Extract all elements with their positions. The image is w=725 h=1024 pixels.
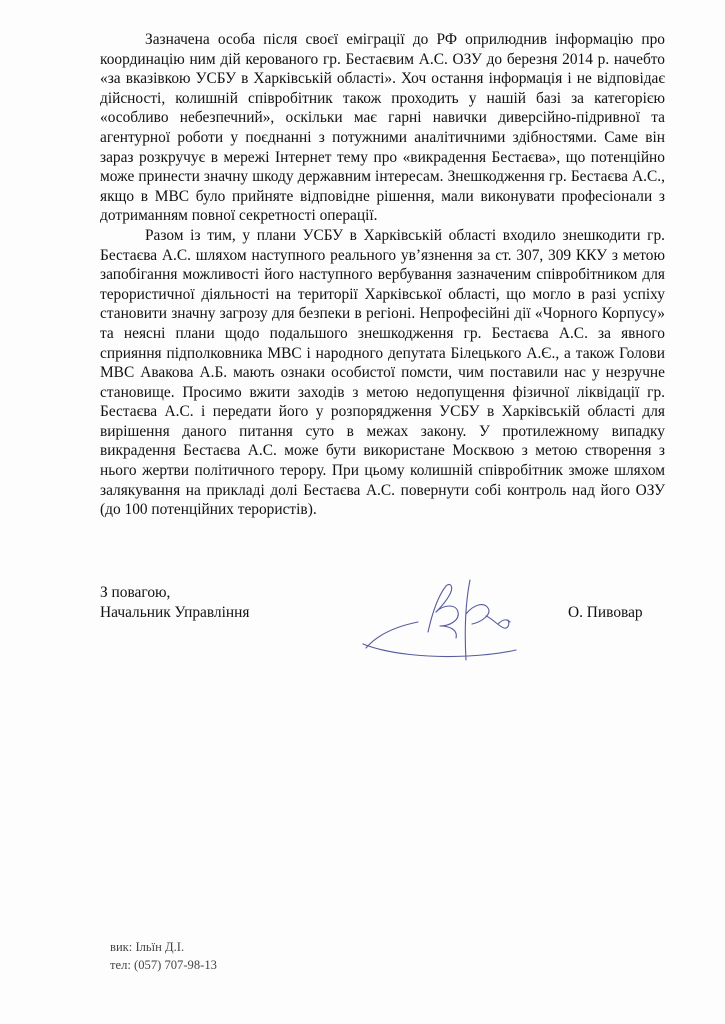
closing-salutation: З повагою, xyxy=(100,584,171,601)
handwritten-signature xyxy=(358,574,528,666)
phone-line: тел: (057) 707-98-13 xyxy=(110,958,217,972)
letter-body xyxy=(100,30,665,520)
letter-paragraph-2: Разом із тим, у плани УСБУ в Харківській області входило знешкодити гр. Бестаєва А.С. шляхом наступного реального ув’язнення за ст. 307, 309 ККУ з метою запобігання можливості його наступного вербування зазначеним співробітником для терористичної діяльності на території Харківської області, що могло в разі успіху становити значну загрозу для безпеки в регіоні. Непрофесійні дії «Чорного Корпусу» та неясні плани щодо подальшого знешкодження гр. Бестаєва А.С. за явного сприяння підполковника МВС і народного депутата Білецького А.Є., а також Голови МВС Авакова А.Б. мають ознаки особистої помсти, чим поставили нас у незручне становище. Просимо вжити заходів з метою недопущення фізичної ліквідації гр. Бестаєва А.С. і передати його у розпорядження УСБУ в Харківській області для вирішення даного питання суто в межах закону. У протилежному випадку викрадення Бестаєва А.С. може бути використане Москвою з метою створення з нього жертви політичного терору. При цьому колишній співробітник зможе шляхом залякування на прикладі долі Бестаєва А.С. повернути собі контроль над його ОЗУ (до 100 потенційних терористів). xyxy=(100,226,665,519)
document-footer xyxy=(110,938,217,974)
signer-name: О. Пивовар xyxy=(568,604,643,621)
signer-position: Начальник Управління xyxy=(100,604,250,621)
letter-paragraph-1: Зазначена особа після своєї еміграції до РФ оприлюднив інформацію про координацію ним дій керованого гр. Бестаєвим А.С. ОЗУ до березня 2014 р. начебто «за вказівкою УСБУ в Харківській області». Хоч остання інформація і не відповідає дійсності, колишній співробітник також проходить у нашій базі за категорією «особливо небезпечний», оскільки має гарні навички диверсійно-підривної та агентурної роботи у поєднанні з потужними аналітичними здібностями. Саме він зараз розкручує в мережі Інтернет тему про «викрадення Бестаєва», що потенційно може принести значну шкоду державним інтересам. Знешкодження гр. Бестаєва А.С., якщо в МВС було прийняте відповідне рішення, мали виконувати професіонали з дотриманням повної секретності операції. xyxy=(100,31,665,225)
executor-line: вик: Ільїн Д.І. xyxy=(110,940,185,954)
